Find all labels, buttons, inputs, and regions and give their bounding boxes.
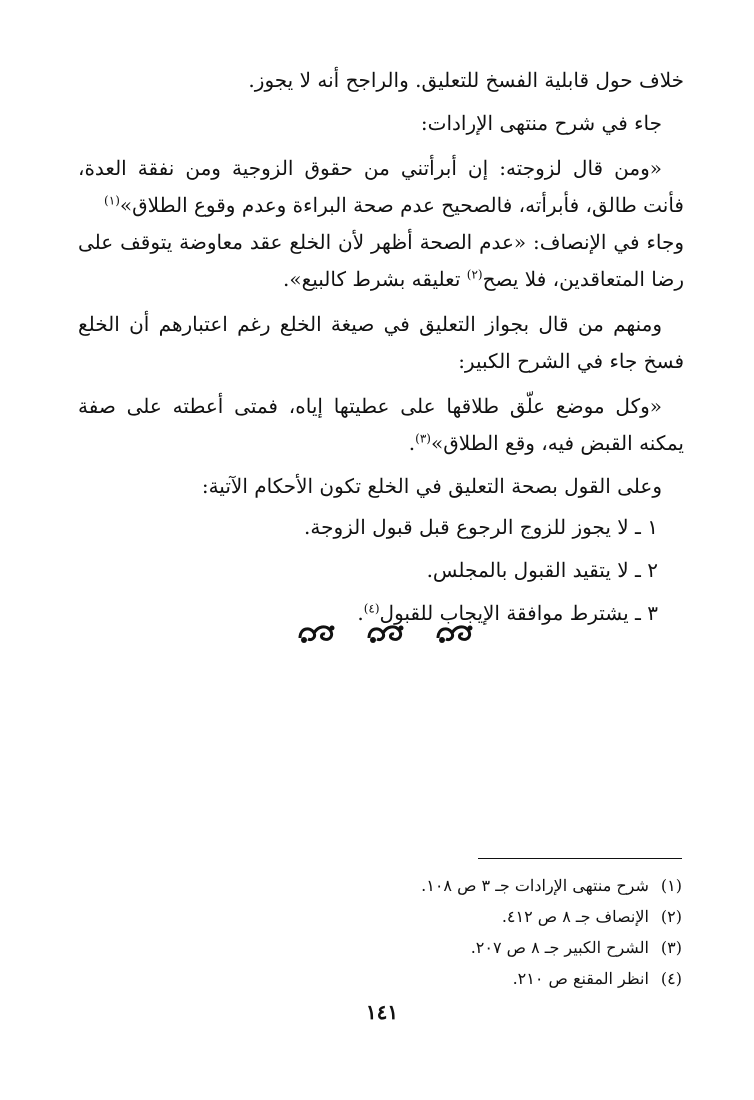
paragraph-3-text-a: وجاء في الإنصاف: «عدم الصحة أظهر لأن الخلع عقد معاوضة يتوقف على رضا المتعاقدين، فلا يصح [78, 230, 685, 291]
footnote-2 [300, 901, 682, 932]
footnote-1-text: شرح منتهى الإرادات جـ ٣ ص ١٠٨. [421, 876, 649, 895]
list-item-2: ٢ ـ لا يتقيد القبول بالمجلس. [426, 558, 658, 582]
footnote-3 [300, 932, 682, 963]
footnote-ref-2: (٢) [466, 267, 483, 282]
footnote-4-text: انظر المقنع ص ٢١٠. [512, 969, 649, 988]
list-item-3-end: . [357, 601, 364, 625]
footnote-2-text: الإنصاف جـ ٨ ص ٤١٢. [501, 907, 649, 926]
footnote-ref-4: (٤) [363, 601, 380, 616]
footnote-ref-3: (٣) [415, 431, 431, 446]
footnote-1 [300, 870, 682, 901]
footnote-1-number: (١) [660, 876, 682, 895]
rulings-list [78, 509, 684, 632]
paragraph-5: وعلى القول بصحة التعليق في الخلع تكون الأحكام الآتية: [201, 474, 662, 498]
paragraph-4: ومنهم من قال بجواز التعليق في صيغة الخلع رغم اعتبارهم أن الخلع فسخ جاء في الشرح الكبير: [78, 312, 684, 373]
quote-2-end: . [408, 431, 416, 455]
footnote-3-text: الشرح الكبير جـ ٨ ص ٢٠٧. [470, 938, 649, 957]
quote-2-text: «وكل موضع علّق طلاقها على عطيتها إياه، فمتى أعطته على صفة يمكنه القبض فيه، وقع الطلاق» [78, 394, 684, 455]
footnote-divider [478, 858, 682, 859]
main-text [78, 62, 684, 638]
footnote-4-number: (٤) [660, 969, 682, 988]
section-ornaments [296, 620, 476, 646]
ornament-icon [434, 620, 476, 646]
quote-1 [78, 150, 684, 224]
page-number: ١٤١ [365, 1000, 399, 1024]
footnotes [300, 870, 682, 994]
quote-1-text: «ومن قال لزوجته: إن أبرأتني من حقوق الزوجية ومن نفقة العدة، فأنت طالق، فأبرأته، فالصحيح عدم صحة البراءة وعدم وقوع الطلاق» [78, 156, 684, 217]
list-item-1: ١ ـ لا يجوز للزوج الرجوع قبل قبول الزوجة. [304, 515, 658, 539]
paragraph-3-text-b: تعليقه بشرط كالبيع». [283, 267, 467, 291]
footnote-3-number: (٣) [660, 938, 682, 957]
paragraph-2: جاء في شرح منتهى الإرادات: [420, 111, 662, 135]
ornament-icon [365, 620, 407, 646]
paragraph-1: خلاف حول قابلية الفسخ للتعليق. والراجح أنه لا يجوز. [248, 68, 684, 92]
paragraph-3 [78, 224, 684, 298]
ornament-icon [296, 620, 338, 646]
footnote-2-number: (٢) [660, 907, 682, 926]
footnote-ref-1: (١) [104, 193, 120, 208]
quote-2 [78, 388, 684, 462]
footnote-4 [300, 963, 682, 994]
list-item-3-text: ٣ ـ يشترط موافقة الإيجاب للقبول [379, 601, 658, 625]
